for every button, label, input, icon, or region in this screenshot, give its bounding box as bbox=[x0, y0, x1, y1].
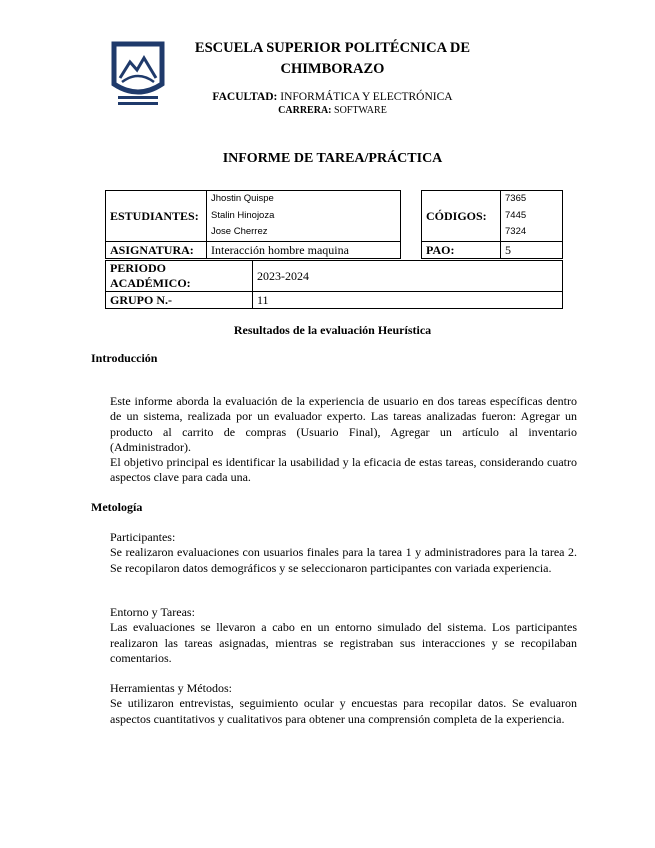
subject-value: Interacción hombre maquina bbox=[207, 242, 401, 259]
intro-text: Este informe aborda la evaluación de la experiencia de usuario en dos tareas específicas dentro de un sistema, realizada por un evaluador experto. Las tareas analizadas fueron: Agregar un producto al carrito de compras (Usuario Final), Agregar un artículo al inventario (Administrador). bbox=[110, 394, 577, 454]
participants-title: Participantes: bbox=[110, 530, 176, 544]
report-title: INFORME DE TAREA/PRÁCTICA bbox=[222, 151, 443, 166]
institution-logo bbox=[110, 40, 166, 108]
career-value: SOFTWARE bbox=[334, 105, 387, 116]
intro-objective: El objetivo principal es identificar la usabilidad y la eficacia de estas tareas, considerando cuatro aspectos clave para cada una. bbox=[110, 455, 577, 485]
students-list bbox=[207, 191, 401, 242]
section-title: Resultados de la evaluación Heurística bbox=[233, 323, 432, 337]
subject-label: ASIGNATURA: bbox=[106, 242, 207, 259]
faculty-line bbox=[190, 91, 475, 104]
career-line bbox=[190, 105, 475, 117]
intro-paragraph bbox=[110, 394, 577, 486]
student-code: 7365 bbox=[505, 193, 527, 205]
environment-text: Las evaluaciones se llevaron a cabo en un entorno simulado del sistema. Los participantes realizaron las tareas asignadas, mientras se registraban sus interacciones y se recopilaban comentarios. bbox=[110, 620, 577, 665]
environment-title: Entorno y Tareas: bbox=[110, 605, 195, 619]
period-label: PERIODO ACADÉMICO: bbox=[106, 261, 253, 292]
period-table bbox=[105, 260, 563, 309]
pao-label: PAO: bbox=[422, 242, 501, 259]
codes-table bbox=[421, 190, 563, 259]
tools-block bbox=[110, 681, 577, 727]
method-heading: Metología bbox=[91, 500, 143, 514]
participants-text: Se realizaron evaluaciones con usuarios finales para la tarea 1 y administradores para la tarea 2. Se recopilaron datos demográficos y se seleccionaron participantes con variada experiencia. bbox=[110, 545, 577, 575]
codes-label: CÓDIGOS: bbox=[422, 191, 501, 242]
students-table bbox=[105, 190, 401, 259]
tools-title: Herramientas y Métodos: bbox=[110, 681, 232, 695]
pao-value: 5 bbox=[501, 242, 563, 259]
intro-heading: Introducción bbox=[91, 351, 158, 365]
students-label: ESTUDIANTES: bbox=[106, 191, 207, 242]
group-value: 11 bbox=[253, 292, 563, 309]
career-label: CARRERA: bbox=[278, 105, 332, 116]
faculty-label: FACULTAD: bbox=[212, 91, 278, 103]
student-name: Jhostin Quispe bbox=[211, 193, 274, 205]
student-name: Stalin Hinojoza bbox=[211, 209, 275, 221]
environment-block bbox=[110, 605, 577, 666]
codes-list bbox=[501, 191, 563, 242]
school-name: ESCUELA SUPERIOR POLITÉCNICA DE CHIMBORAZO bbox=[194, 40, 471, 77]
participants-block bbox=[110, 530, 577, 576]
period-value: 2023-2024 bbox=[253, 261, 563, 292]
faculty-value: INFORMÁTICA Y ELECTRÓNICA bbox=[280, 91, 453, 103]
student-name: Jose Cherrez bbox=[211, 226, 268, 238]
group-label: GRUPO N.- bbox=[106, 292, 253, 309]
tools-text: Se utilizaron entrevistas, seguimiento ocular y encuestas para recopilar datos. Se evaluaron aspectos cuantitativos y cualitativos para obtener una comprensión completa de la experiencia. bbox=[110, 696, 577, 726]
student-code: 7445 bbox=[505, 209, 527, 221]
student-code: 7324 bbox=[505, 226, 527, 238]
